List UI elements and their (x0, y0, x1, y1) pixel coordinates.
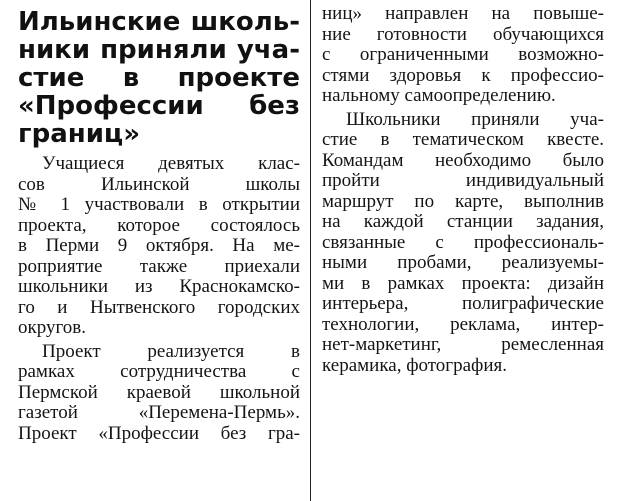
text-line: Школьники приняли уча- (346, 108, 604, 130)
text-line: маршрут по карте, выполнив (322, 190, 604, 212)
text-line: Проект «Профессии без гра- (18, 422, 300, 444)
text-line: интерьера, полиграфические (322, 293, 604, 314)
paragraph (322, 4, 604, 107)
text-line: рамках сотрудничества с (18, 361, 300, 382)
paragraph (322, 110, 604, 377)
text-line: Учащиеся девятых клас- (42, 153, 300, 174)
text-line: стями здоровья к профессио- (322, 64, 604, 86)
text-line: в Перми 9 октября. На ме- (18, 235, 300, 256)
text-line: газетой «Перемена-Пермь». (18, 402, 300, 423)
text-line: стие в тематическом квесте. (322, 129, 604, 150)
text-line: Пермской краевой школьной (18, 381, 300, 403)
right-column (322, 4, 604, 379)
headline-line: границ» (18, 119, 140, 149)
text-line: ными пробами, реализуемы- (322, 252, 604, 273)
text-line: на каждой станции задания, (322, 211, 604, 232)
text-line: нет-маркетинг, ремесленная (322, 334, 604, 355)
paragraph (18, 154, 300, 339)
text-line: нальному самоопределению. (322, 85, 556, 106)
text-line: проекта, которое состоялось (18, 214, 300, 236)
text-line: связанные с профессиональ- (322, 231, 604, 253)
text-line: роприятие также приехали (18, 255, 300, 277)
column-divider (310, 0, 311, 501)
text-line: Командам необходимо было (322, 149, 604, 171)
text-line: технологии, реклама, интер- (322, 313, 604, 335)
left-column (18, 8, 300, 447)
text-line: керамика, фотография. (322, 354, 507, 376)
headline-line: стие в проекте (18, 63, 300, 93)
headline-line: «Профессии без (18, 91, 300, 121)
text-line: го и Нытвенского городских (18, 296, 300, 318)
text-line: ми в рамках проекта: дизайн (322, 272, 604, 294)
text-line: ние готовности обучающихся (322, 23, 604, 45)
text-line: с ограниченными возможно- (322, 44, 604, 65)
text-line: сов Ильинской школы (18, 173, 300, 195)
text-line: пройти индивидуальный (322, 170, 604, 191)
headline-line: ники приняли уча- (18, 35, 300, 65)
text-line: ниц» направлен на повыше- (322, 3, 604, 24)
text-line: № 1 участвовали в открытии (18, 194, 300, 215)
text-line: Проект реализуется в (42, 340, 300, 362)
headline-line: Ильинские школь- (18, 7, 300, 37)
text-line: школьники из Краснокамско- (18, 276, 300, 297)
text-line: округов. (18, 317, 87, 338)
article-headline (18, 8, 300, 148)
paragraph (18, 342, 300, 445)
